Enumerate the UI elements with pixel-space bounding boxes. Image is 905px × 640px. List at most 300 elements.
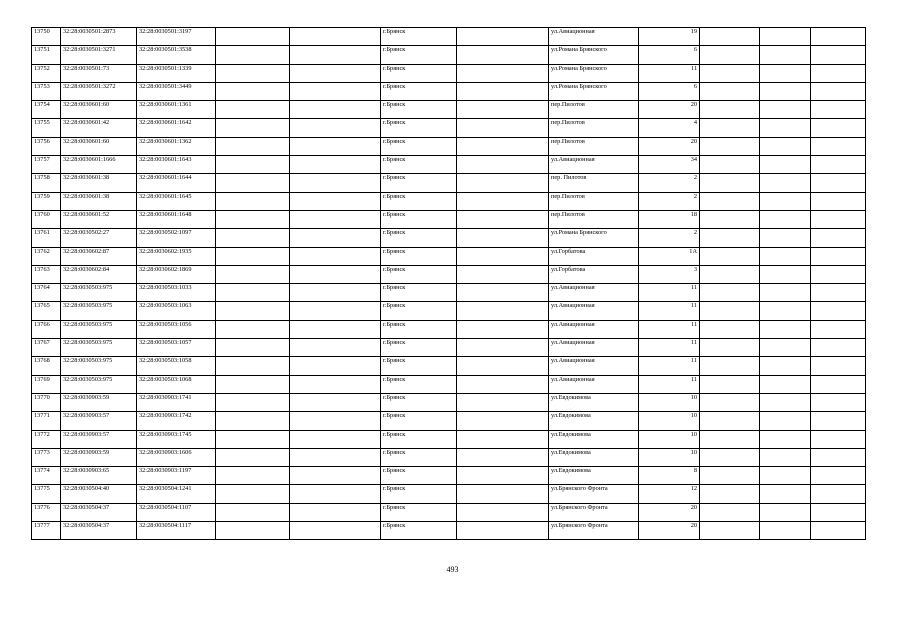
cell-city: г.Брянск — [381, 210, 457, 228]
cell-street: пер. Пилотов — [549, 174, 639, 192]
cell-row-index: 13773 — [32, 448, 61, 466]
cell-blank-col-12 — [811, 393, 866, 411]
cell-house-number: 18 — [639, 210, 700, 228]
cell-blank-col-5 — [290, 284, 381, 302]
cell-cadastral-parcel: 32:28:0030601:38 — [61, 174, 137, 192]
cell-blank-col-4 — [216, 467, 290, 485]
table-row — [32, 229, 866, 247]
cell-cadastral-parcel: 32:28:0030601:60 — [61, 137, 137, 155]
cell-house-number: 10 — [639, 393, 700, 411]
cell-cadastral-parcel: 32:28:0030504:37 — [61, 522, 137, 540]
cell-cadastral-object: 32:28:0030602:1869 — [137, 265, 216, 283]
table-row — [32, 156, 866, 174]
cell-blank-col-7 — [457, 485, 549, 503]
cell-blank-col-5 — [290, 448, 381, 466]
cell-street: пер.Пилотов — [549, 210, 639, 228]
cell-city: г.Брянск — [381, 522, 457, 540]
cell-blank-col-10 — [700, 302, 760, 320]
cell-street: ул.Романа Брянского — [549, 46, 639, 64]
cell-cadastral-parcel: 32:28:0030602:84 — [61, 265, 137, 283]
cell-blank-col-12 — [811, 412, 866, 430]
cell-row-index: 13754 — [32, 101, 61, 119]
cell-cadastral-object: 32:28:0030501:3538 — [137, 46, 216, 64]
cell-cadastral-parcel: 32:28:0030903:57 — [61, 412, 137, 430]
cell-house-number: 11 — [639, 64, 700, 82]
cell-house-number: 20 — [639, 522, 700, 540]
cell-blank-col-11 — [760, 339, 811, 357]
cell-street: ул.Авиационная — [549, 320, 639, 338]
cell-row-index: 13763 — [32, 265, 61, 283]
cell-blank-col-11 — [760, 485, 811, 503]
cell-blank-col-7 — [457, 137, 549, 155]
table-row — [32, 28, 866, 46]
cell-blank-col-11 — [760, 284, 811, 302]
cell-blank-col-12 — [811, 375, 866, 393]
cell-blank-col-4 — [216, 339, 290, 357]
cell-blank-col-11 — [760, 467, 811, 485]
cell-house-number: 8 — [639, 467, 700, 485]
cell-house-number: 10 — [639, 412, 700, 430]
cell-cadastral-parcel: 32:28:0030903:59 — [61, 393, 137, 411]
cell-blank-col-11 — [760, 174, 811, 192]
table-row — [32, 430, 866, 448]
cell-blank-col-5 — [290, 522, 381, 540]
cell-blank-col-10 — [700, 448, 760, 466]
cell-blank-col-10 — [700, 137, 760, 155]
cell-blank-col-7 — [457, 265, 549, 283]
cell-blank-col-5 — [290, 339, 381, 357]
cell-blank-col-11 — [760, 210, 811, 228]
cell-blank-col-10 — [700, 375, 760, 393]
cell-cadastral-object: 32:28:0030903:1606 — [137, 448, 216, 466]
table-row — [32, 485, 866, 503]
cell-cadastral-object: 32:28:0030903:1742 — [137, 412, 216, 430]
cell-cadastral-parcel: 32:28:0030501:3272 — [61, 82, 137, 100]
cell-street: ул.Авиационная — [549, 28, 639, 46]
cell-street: ул.Евдокимова — [549, 393, 639, 411]
cell-blank-col-7 — [457, 229, 549, 247]
cell-blank-col-7 — [457, 101, 549, 119]
cell-row-index: 13753 — [32, 82, 61, 100]
cell-city: г.Брянск — [381, 412, 457, 430]
cell-blank-col-7 — [457, 46, 549, 64]
cell-street: ул.Авиационная — [549, 375, 639, 393]
cell-blank-col-12 — [811, 284, 866, 302]
cell-cadastral-parcel: 32:28:0030601:1666 — [61, 156, 137, 174]
cell-city: г.Брянск — [381, 137, 457, 155]
cell-street: пер.Пилотов — [549, 192, 639, 210]
cell-blank-col-7 — [457, 448, 549, 466]
cell-cadastral-object: 32:28:0030601:1648 — [137, 210, 216, 228]
cell-cadastral-parcel: 32:28:0030601:38 — [61, 192, 137, 210]
cell-cadastral-parcel: 32:28:0030503:975 — [61, 357, 137, 375]
cell-street: ул.Авиационная — [549, 357, 639, 375]
cell-cadastral-object: 32:28:0030903:1745 — [137, 430, 216, 448]
cell-city: г.Брянск — [381, 430, 457, 448]
cell-blank-col-5 — [290, 229, 381, 247]
cell-blank-col-10 — [700, 64, 760, 82]
cell-blank-col-4 — [216, 101, 290, 119]
cell-blank-col-12 — [811, 247, 866, 265]
cell-city: г.Брянск — [381, 503, 457, 521]
cell-blank-col-10 — [700, 174, 760, 192]
cell-blank-col-4 — [216, 430, 290, 448]
cell-city: г.Брянск — [381, 46, 457, 64]
cell-blank-col-10 — [700, 503, 760, 521]
cell-blank-col-11 — [760, 302, 811, 320]
cell-cadastral-object: 32:28:0030601:1645 — [137, 192, 216, 210]
cell-cadastral-object: 32:28:0030504:1117 — [137, 522, 216, 540]
cell-blank-col-11 — [760, 430, 811, 448]
cell-row-index: 13775 — [32, 485, 61, 503]
cell-cadastral-parcel: 32:28:0030601:42 — [61, 119, 137, 137]
cell-row-index: 13750 — [32, 28, 61, 46]
cell-blank-col-11 — [760, 412, 811, 430]
cell-blank-col-4 — [216, 522, 290, 540]
cell-house-number: 11 — [639, 375, 700, 393]
cell-blank-col-5 — [290, 393, 381, 411]
cell-house-number: 2 — [639, 174, 700, 192]
cell-city: г.Брянск — [381, 82, 457, 100]
cell-blank-col-12 — [811, 229, 866, 247]
cell-street: ул.Авиационная — [549, 156, 639, 174]
cell-blank-col-5 — [290, 210, 381, 228]
cell-house-number: 1А — [639, 247, 700, 265]
cell-row-index: 13770 — [32, 393, 61, 411]
cell-row-index: 13752 — [32, 64, 61, 82]
cell-blank-col-7 — [457, 302, 549, 320]
table-row — [32, 64, 866, 82]
cell-cadastral-object: 32:28:0030504:1241 — [137, 485, 216, 503]
table-row — [32, 357, 866, 375]
cell-blank-col-10 — [700, 119, 760, 137]
cell-house-number: 11 — [639, 302, 700, 320]
cell-blank-col-5 — [290, 101, 381, 119]
cell-cadastral-parcel: 32:28:0030503:975 — [61, 339, 137, 357]
cell-cadastral-object: 32:28:0030504:1107 — [137, 503, 216, 521]
cell-row-index: 13759 — [32, 192, 61, 210]
cell-blank-col-11 — [760, 192, 811, 210]
cell-cadastral-object: 32:28:0030601:1361 — [137, 101, 216, 119]
cell-blank-col-11 — [760, 229, 811, 247]
cell-blank-col-5 — [290, 46, 381, 64]
cell-blank-col-4 — [216, 192, 290, 210]
cell-row-index: 13756 — [32, 137, 61, 155]
cell-blank-col-5 — [290, 174, 381, 192]
cell-blank-col-7 — [457, 412, 549, 430]
cell-street: ул.Брянского Фронта — [549, 485, 639, 503]
cell-blank-col-5 — [290, 247, 381, 265]
table-row — [32, 448, 866, 466]
cell-blank-col-10 — [700, 320, 760, 338]
cell-blank-col-7 — [457, 210, 549, 228]
cell-blank-col-12 — [811, 302, 866, 320]
cell-row-index: 13766 — [32, 320, 61, 338]
cell-row-index: 13757 — [32, 156, 61, 174]
cell-blank-col-7 — [457, 467, 549, 485]
cell-row-index: 13769 — [32, 375, 61, 393]
cell-blank-col-4 — [216, 64, 290, 82]
cell-blank-col-11 — [760, 522, 811, 540]
cell-blank-col-5 — [290, 467, 381, 485]
cell-city: г.Брянск — [381, 448, 457, 466]
cell-row-index: 13764 — [32, 284, 61, 302]
cell-blank-col-12 — [811, 192, 866, 210]
cell-street: ул.Евдокимова — [549, 467, 639, 485]
cell-blank-col-11 — [760, 119, 811, 137]
cell-blank-col-7 — [457, 82, 549, 100]
cell-blank-col-11 — [760, 101, 811, 119]
cell-blank-col-5 — [290, 192, 381, 210]
cell-blank-col-4 — [216, 119, 290, 137]
cell-cadastral-parcel: 32:28:0030501:2873 — [61, 28, 137, 46]
cell-row-index: 13771 — [32, 412, 61, 430]
cell-blank-col-7 — [457, 174, 549, 192]
cell-cadastral-object: 32:28:0030502:1097 — [137, 229, 216, 247]
cell-blank-col-12 — [811, 82, 866, 100]
cell-cadastral-object: 32:28:0030601:1643 — [137, 156, 216, 174]
cell-street: ул.Евдокимова — [549, 430, 639, 448]
cell-blank-col-11 — [760, 28, 811, 46]
cell-blank-col-11 — [760, 357, 811, 375]
cell-blank-col-11 — [760, 137, 811, 155]
cell-blank-col-11 — [760, 503, 811, 521]
cell-city: г.Брянск — [381, 320, 457, 338]
table-row — [32, 467, 866, 485]
cell-cadastral-object: 32:28:0030503:1056 — [137, 320, 216, 338]
cell-blank-col-5 — [290, 137, 381, 155]
table-row — [32, 82, 866, 100]
cell-city: г.Брянск — [381, 339, 457, 357]
cell-blank-col-11 — [760, 46, 811, 64]
cell-blank-col-5 — [290, 485, 381, 503]
table-row — [32, 137, 866, 155]
cell-blank-col-10 — [700, 156, 760, 174]
cell-blank-col-5 — [290, 28, 381, 46]
cell-blank-col-10 — [700, 82, 760, 100]
cell-blank-col-12 — [811, 430, 866, 448]
cell-row-index: 13751 — [32, 46, 61, 64]
cell-street: ул.Романа Брянского — [549, 64, 639, 82]
cell-street: пер.Пилотов — [549, 119, 639, 137]
cell-blank-col-4 — [216, 265, 290, 283]
cell-blank-col-10 — [700, 393, 760, 411]
cell-cadastral-object: 32:28:0030903:1197 — [137, 467, 216, 485]
cell-blank-col-10 — [700, 247, 760, 265]
cell-blank-col-5 — [290, 503, 381, 521]
cell-blank-col-4 — [216, 412, 290, 430]
cell-house-number: 11 — [639, 284, 700, 302]
cell-cadastral-object: 32:28:0030501:1339 — [137, 64, 216, 82]
cell-street: ул.Романа Брянского — [549, 82, 639, 100]
cell-street: ул.Авиационная — [549, 302, 639, 320]
cell-blank-col-7 — [457, 503, 549, 521]
cell-blank-col-10 — [700, 192, 760, 210]
table-row — [32, 265, 866, 283]
cell-cadastral-parcel: 32:28:0030903:57 — [61, 430, 137, 448]
cell-street: ул.Евдокимова — [549, 448, 639, 466]
cell-blank-col-5 — [290, 412, 381, 430]
cell-blank-col-4 — [216, 247, 290, 265]
page-number: 493 — [446, 565, 459, 574]
cell-blank-col-10 — [700, 46, 760, 64]
cell-blank-col-5 — [290, 119, 381, 137]
cell-blank-col-4 — [216, 229, 290, 247]
cell-blank-col-12 — [811, 448, 866, 466]
cell-blank-col-10 — [700, 229, 760, 247]
cell-blank-col-12 — [811, 265, 866, 283]
cell-cadastral-parcel: 32:28:0030602:87 — [61, 247, 137, 265]
cell-blank-col-4 — [216, 485, 290, 503]
cell-house-number: 20 — [639, 137, 700, 155]
cell-blank-col-7 — [457, 320, 549, 338]
cell-blank-col-12 — [811, 522, 866, 540]
cell-blank-col-4 — [216, 284, 290, 302]
cell-blank-col-12 — [811, 357, 866, 375]
cell-blank-col-7 — [457, 156, 549, 174]
cell-cadastral-object: 32:28:0030503:1033 — [137, 284, 216, 302]
cell-row-index: 13767 — [32, 339, 61, 357]
cell-house-number: 12 — [639, 485, 700, 503]
table-row — [32, 320, 866, 338]
cell-blank-col-4 — [216, 503, 290, 521]
cell-row-index: 13765 — [32, 302, 61, 320]
cell-street: ул.Брянского Фронта — [549, 522, 639, 540]
cell-blank-col-5 — [290, 82, 381, 100]
cell-blank-col-10 — [700, 28, 760, 46]
cell-cadastral-parcel: 32:28:0030503:975 — [61, 284, 137, 302]
cell-cadastral-parcel: 32:28:0030903:65 — [61, 467, 137, 485]
cell-blank-col-12 — [811, 210, 866, 228]
cell-blank-col-5 — [290, 265, 381, 283]
cell-row-index: 13772 — [32, 430, 61, 448]
cell-blank-col-11 — [760, 320, 811, 338]
registry-table-body — [32, 28, 866, 540]
cell-city: г.Брянск — [381, 101, 457, 119]
cell-cadastral-parcel: 32:28:0030501:73 — [61, 64, 137, 82]
cell-blank-col-11 — [760, 448, 811, 466]
cell-blank-col-10 — [700, 467, 760, 485]
cell-cadastral-object: 32:28:0030503:1063 — [137, 302, 216, 320]
table-row — [32, 522, 866, 540]
cell-blank-col-12 — [811, 64, 866, 82]
cell-blank-col-4 — [216, 174, 290, 192]
cell-blank-col-5 — [290, 357, 381, 375]
cell-cadastral-object: 32:28:0030503:1058 — [137, 357, 216, 375]
cell-house-number: 3 — [639, 265, 700, 283]
cell-blank-col-12 — [811, 119, 866, 137]
cell-blank-col-11 — [760, 82, 811, 100]
cell-blank-col-11 — [760, 247, 811, 265]
table-row — [32, 339, 866, 357]
cell-house-number: 2 — [639, 192, 700, 210]
cell-row-index: 13774 — [32, 467, 61, 485]
cell-street: пер.Пилотов — [549, 101, 639, 119]
cell-blank-col-7 — [457, 192, 549, 210]
cell-blank-col-12 — [811, 339, 866, 357]
cell-city: г.Брянск — [381, 357, 457, 375]
cell-blank-col-5 — [290, 375, 381, 393]
cell-blank-col-4 — [216, 82, 290, 100]
cell-blank-col-12 — [811, 137, 866, 155]
table-row — [32, 192, 866, 210]
cell-blank-col-10 — [700, 284, 760, 302]
table-row — [32, 503, 866, 521]
cell-row-index: 13760 — [32, 210, 61, 228]
cell-city: г.Брянск — [381, 302, 457, 320]
cell-cadastral-object: 32:28:0030501:3197 — [137, 28, 216, 46]
cell-row-index: 13777 — [32, 522, 61, 540]
cell-cadastral-object: 32:28:0030601:1644 — [137, 174, 216, 192]
cell-cadastral-parcel: 32:28:0030503:975 — [61, 302, 137, 320]
cell-blank-col-12 — [811, 320, 866, 338]
cell-cadastral-object: 32:28:0030903:1741 — [137, 393, 216, 411]
cell-blank-col-4 — [216, 320, 290, 338]
cell-house-number: 20 — [639, 503, 700, 521]
cell-row-index: 13761 — [32, 229, 61, 247]
cell-row-index: 13755 — [32, 119, 61, 137]
cell-street: ул.Авиационная — [549, 339, 639, 357]
cell-blank-col-5 — [290, 64, 381, 82]
table-row — [32, 46, 866, 64]
cell-house-number: 4 — [639, 119, 700, 137]
cell-blank-col-7 — [457, 247, 549, 265]
table-row — [32, 119, 866, 137]
cell-cadastral-parcel: 32:28:0030504:40 — [61, 485, 137, 503]
cell-blank-col-11 — [760, 393, 811, 411]
cell-cadastral-parcel: 32:28:0030503:975 — [61, 320, 137, 338]
cell-row-index: 13768 — [32, 357, 61, 375]
cell-city: г.Брянск — [381, 467, 457, 485]
cell-city: г.Брянск — [381, 375, 457, 393]
cell-blank-col-4 — [216, 375, 290, 393]
cell-street: ул.Горбатова — [549, 247, 639, 265]
cell-blank-col-10 — [700, 210, 760, 228]
cell-street: пер.Пилотов — [549, 137, 639, 155]
cell-blank-col-7 — [457, 375, 549, 393]
cell-city: г.Брянск — [381, 229, 457, 247]
cell-blank-col-4 — [216, 28, 290, 46]
cell-cadastral-object: 32:28:0030503:1057 — [137, 339, 216, 357]
cell-blank-col-4 — [216, 448, 290, 466]
cell-blank-col-10 — [700, 430, 760, 448]
cell-city: г.Брянск — [381, 192, 457, 210]
cell-row-index: 13762 — [32, 247, 61, 265]
cell-city: г.Брянск — [381, 64, 457, 82]
cell-blank-col-7 — [457, 284, 549, 302]
cell-blank-col-10 — [700, 522, 760, 540]
cell-blank-col-5 — [290, 320, 381, 338]
cell-house-number: 2 — [639, 229, 700, 247]
cell-cadastral-object: 32:28:0030501:3449 — [137, 82, 216, 100]
cell-blank-col-4 — [216, 137, 290, 155]
cell-blank-col-11 — [760, 64, 811, 82]
cell-blank-col-10 — [700, 265, 760, 283]
cell-cadastral-object: 32:28:0030503:1068 — [137, 375, 216, 393]
cell-street: ул.Романа Брянского — [549, 229, 639, 247]
cell-house-number: 19 — [639, 28, 700, 46]
table-row — [32, 210, 866, 228]
cell-house-number: 10 — [639, 448, 700, 466]
cell-city: г.Брянск — [381, 393, 457, 411]
cell-city: г.Брянск — [381, 156, 457, 174]
cell-blank-col-4 — [216, 156, 290, 174]
cell-blank-col-11 — [760, 375, 811, 393]
cell-house-number: 20 — [639, 101, 700, 119]
cell-city: г.Брянск — [381, 265, 457, 283]
cell-blank-col-4 — [216, 357, 290, 375]
cell-blank-col-5 — [290, 302, 381, 320]
